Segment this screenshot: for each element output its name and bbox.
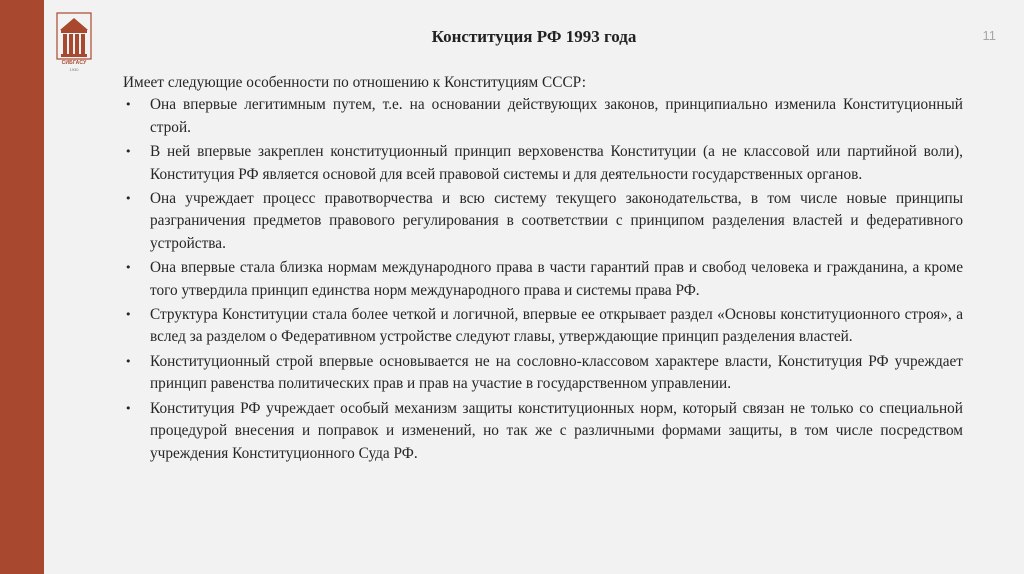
list-item	[123, 188, 963, 255]
list-item	[123, 351, 963, 396]
list-item	[123, 304, 963, 349]
list-item	[123, 141, 963, 186]
list-item-text: Она впервые легитимным путем, т.е. на основании действующих законов, принципиально изменила Конституционный строй.	[150, 96, 963, 136]
list-item	[123, 94, 963, 139]
slide-title: Конституция РФ 1993 года	[431, 27, 637, 46]
bullet-icon: •	[125, 401, 132, 415]
list-item-text: Структура Конституции стала более четкой и логичной, впервые ее открывает раздел «Основы конституционного строя», а вслед за разделом о Федеративном устройстве следуют главы, утверждающие принцип разделения властей.	[150, 306, 963, 346]
bullet-icon: •	[125, 308, 132, 322]
list-item-text: Она впервые стала близка нормам международного права в части гарантий прав и свобод человека и гражданина, а кроме того утвердила принцип единства норм международного права и системы права РФ.	[150, 259, 963, 299]
list-item-text: Она учреждает процесс правотворчества и всю систему текущего законодательства, в том числе новые принципы разграничения предметов правового регулирования в соответствии с принципом разделения властей и федеративного устройства.	[150, 190, 963, 252]
list-item-text: Конституция РФ учреждает особый механизм защиты конституционных норм, который связан не только со специальной процедурой внесения и поправок и изменений, но так же с различными формами защиты, в том числе посредством учреждения Конституционного Суда РФ.	[150, 399, 963, 462]
logo-caption: СИБГАСУ	[61, 60, 87, 66]
list-item-text: Конституционный строй впервые основывается не на сословно-классовом характере власти, Конституция РФ учреждает принцип равенства политических прав и прав на участие в государственном управлении.	[150, 352, 963, 393]
list-item	[123, 257, 963, 302]
list-item-text: В ней впервые закреплен конституционный принцип верховенства Конституции (а не классовой или партийной воли), Конституция РФ является основой для всей правовой системы и для деятельности государственных органов.	[150, 143, 963, 183]
bullet-icon: •	[125, 145, 132, 159]
bullet-icon: •	[125, 98, 132, 112]
left-accent-bar	[0, 0, 44, 574]
bullet-icon: •	[125, 192, 132, 206]
intro-text: Имеет следующие особенности по отношению к Конституциям СССР:	[123, 74, 586, 91]
slide-content	[123, 72, 963, 467]
bullet-list	[123, 94, 963, 465]
slide	[44, 0, 1024, 574]
logo-subcaption: 1930	[69, 67, 79, 72]
list-item	[123, 398, 963, 465]
page-number: 11	[982, 28, 996, 43]
bullet-icon: •	[125, 261, 132, 275]
bullet-icon: •	[125, 354, 132, 368]
